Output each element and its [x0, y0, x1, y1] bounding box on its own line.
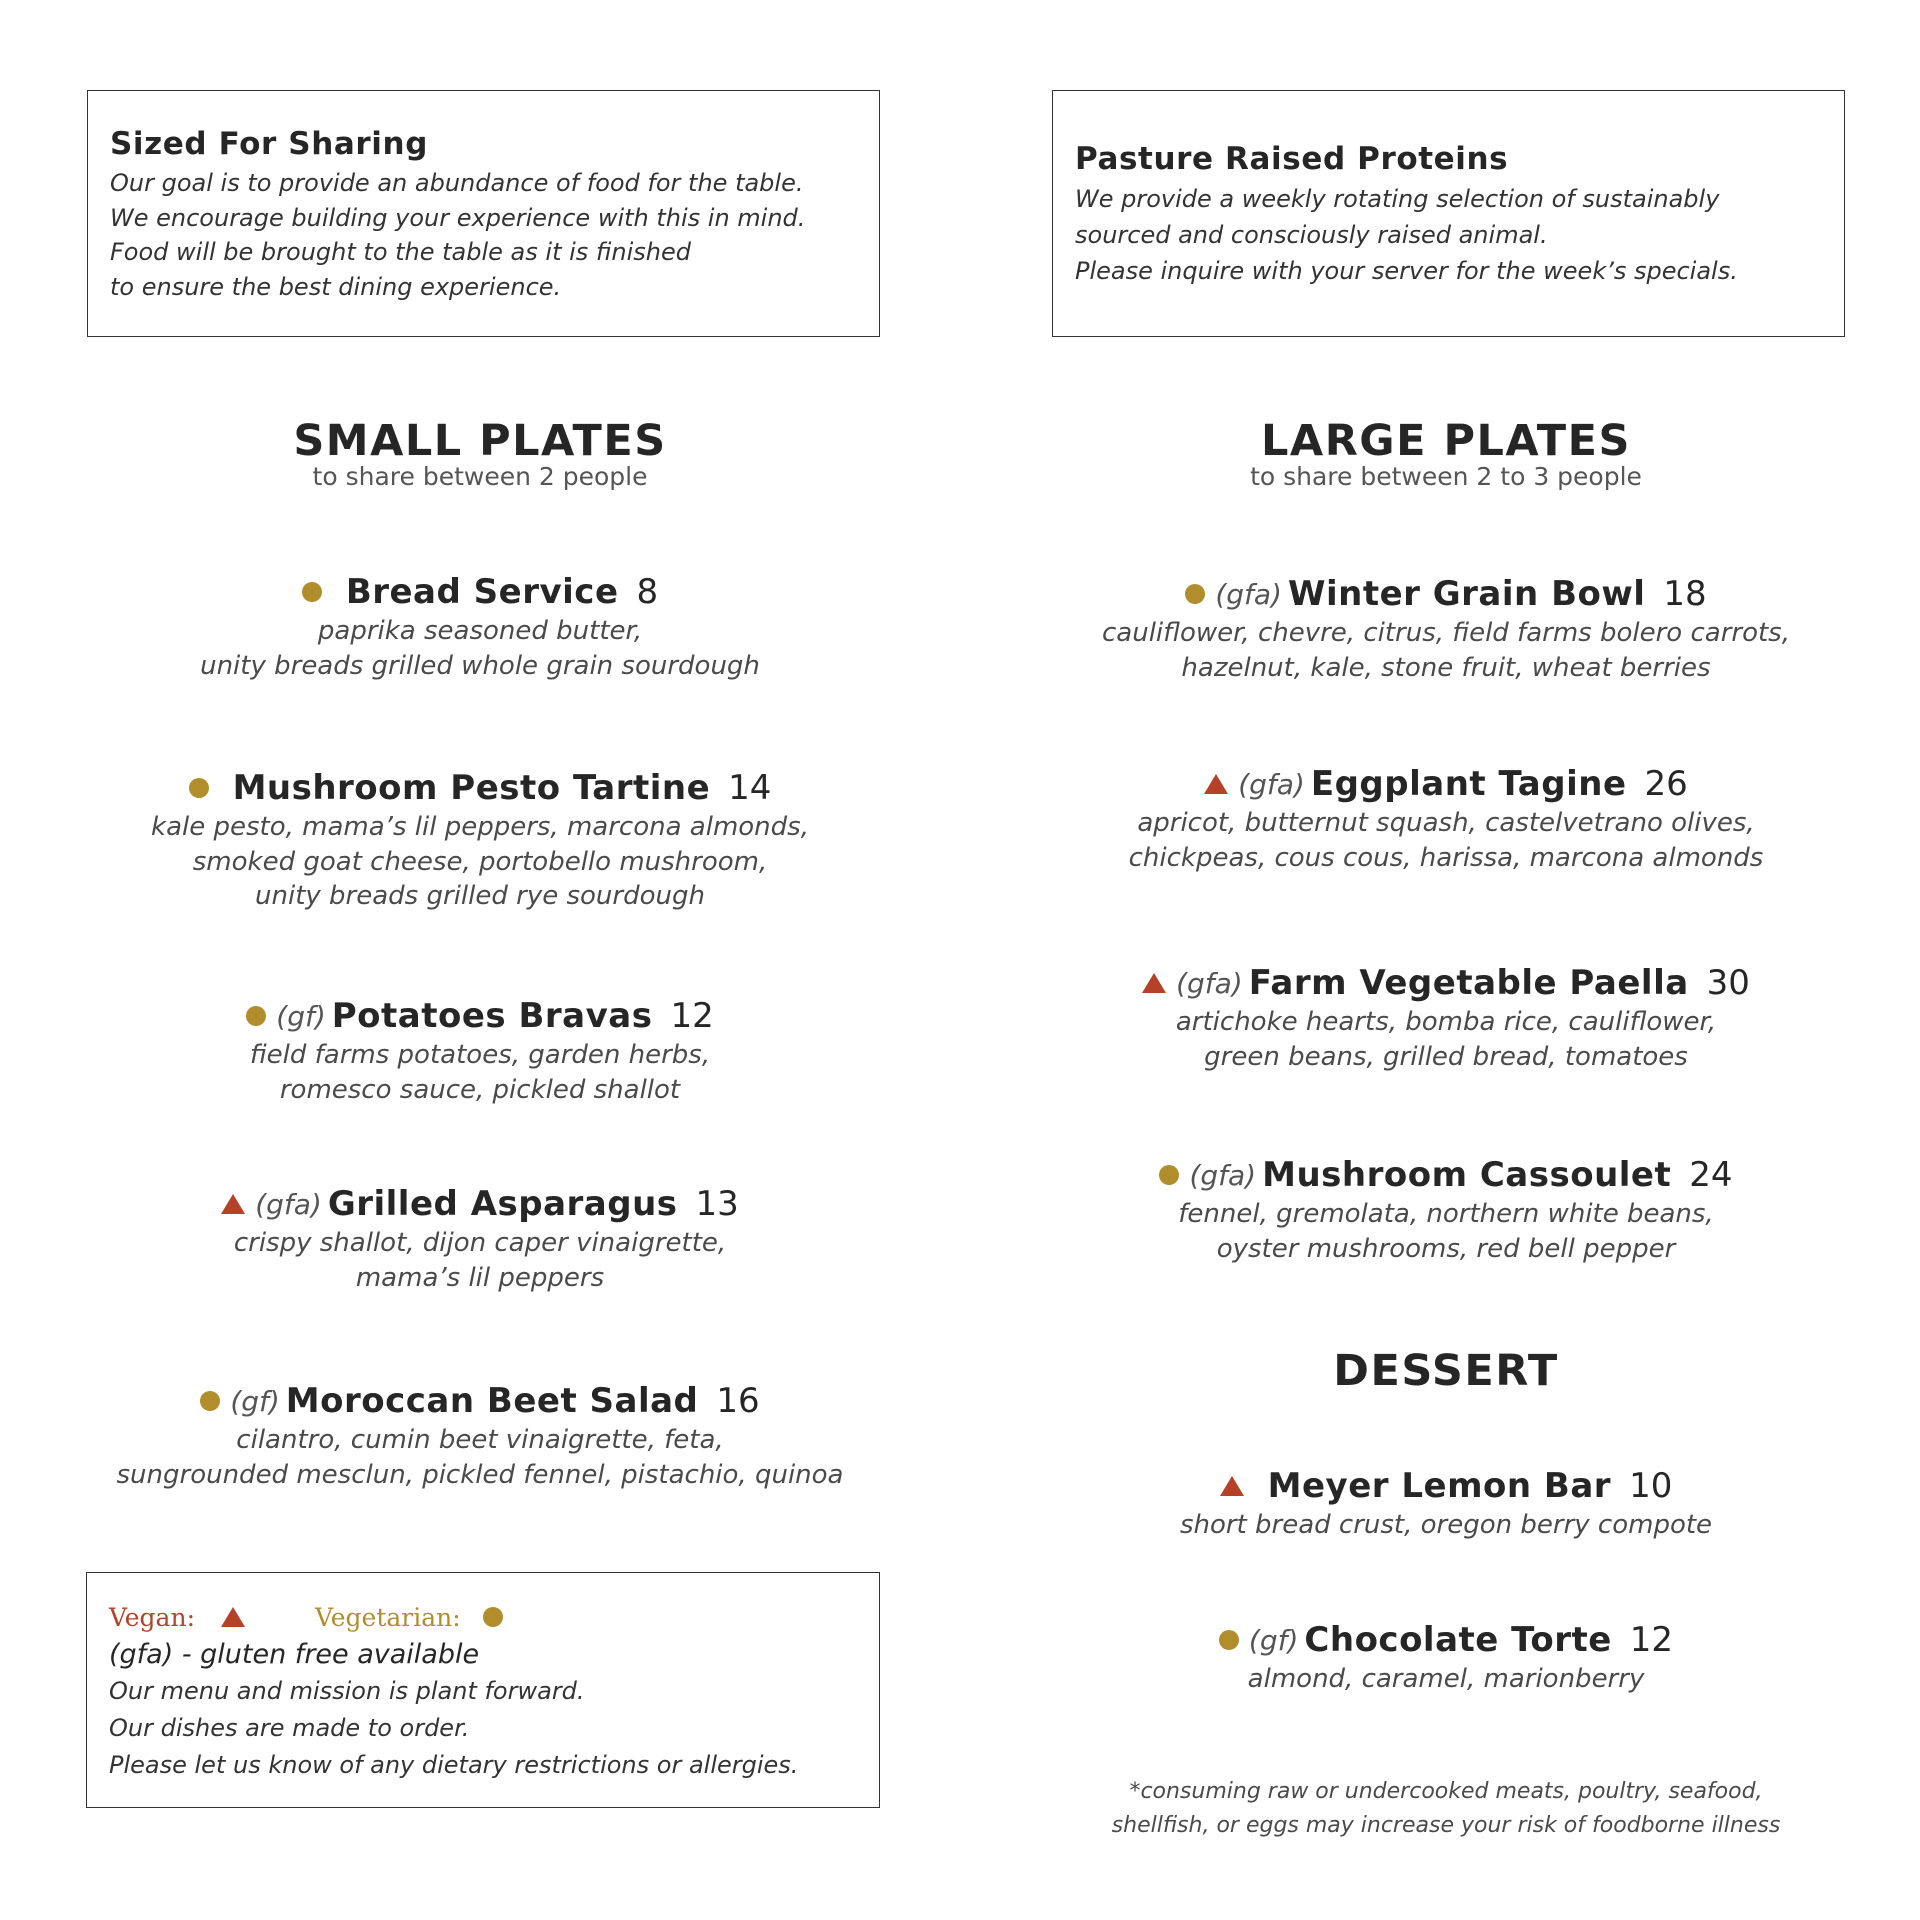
menu-item: [0, 994, 960, 1107]
item-name: Bread Service: [345, 572, 619, 612]
item-price: 10: [1629, 1466, 1673, 1506]
item-name: Eggplant Tagine: [1310, 764, 1627, 804]
item-name: Mushroom Cassoulet: [1262, 1155, 1672, 1195]
menu-item: [0, 1182, 960, 1295]
item-price: 30: [1706, 963, 1750, 1003]
large-plates-section: [966, 0, 1920, 1920]
vegan-marker-icon: [1220, 1476, 1244, 1496]
gluten-free-note: (gfa) - gluten free available: [109, 1639, 480, 1670]
item-name: Mushroom Pesto Tartine: [232, 768, 711, 808]
vegetarian-marker-icon: [200, 1391, 220, 1411]
item-description: green beans, grilled bread, tomatoes: [1204, 1041, 1688, 1072]
menu-item: [0, 1379, 960, 1492]
vegan-marker-icon: [1142, 973, 1166, 993]
item-name: Winter Grain Bowl: [1287, 574, 1646, 614]
legend-line: Please let us know of any dietary restrictions or allergies.: [109, 1751, 799, 1779]
vegetarian-marker-icon: [1159, 1165, 1179, 1185]
sharing-line: Food will be brought to the table as it is finished: [110, 238, 692, 266]
dietary-legend-box: [86, 1572, 880, 1808]
sharing-title: Sized For Sharing: [110, 126, 428, 162]
item-description: kale pesto, mama’s lil peppers, marcona almonds,: [151, 812, 809, 842]
menu-item: [966, 961, 1920, 1074]
item-description: smoked goat cheese, portobello mushroom,: [192, 846, 768, 877]
item-name: Farm Vegetable Paella: [1248, 963, 1689, 1003]
item-gluten-tag: (gf): [1248, 1623, 1299, 1657]
vegetarian-marker-icon: [1185, 584, 1205, 604]
item-description: sungrounded mesclun, pickled fennel, pistachio, quinoa: [116, 1459, 844, 1490]
item-gluten-tag: (gfa): [1215, 577, 1282, 611]
item-description: cauliflower, chevre, citrus, field farms bolero carrots,: [1102, 618, 1790, 648]
legend-vegan-label: Vegan:: [109, 1602, 195, 1632]
small-plates-heading: SMALL PLATES: [293, 416, 667, 466]
item-description: field farms potatoes, garden herbs,: [249, 1040, 711, 1070]
item-description: artichoke hearts, bomba rice, cauliflower,: [1175, 1007, 1717, 1037]
item-name: Moroccan Beet Salad: [285, 1381, 699, 1421]
item-price: 26: [1644, 764, 1688, 804]
menu-item: [0, 766, 960, 914]
food-safety-disclaimer: [966, 1775, 1920, 1843]
item-description: cilantro, cumin beet vinaigrette, feta,: [236, 1425, 724, 1455]
dessert-heading: DESSERT: [1333, 1346, 1559, 1396]
item-description: apricot, butternut squash, castelvetrano olives,: [1137, 808, 1755, 838]
item-name: Meyer Lemon Bar: [1267, 1466, 1612, 1506]
item-description: unity breads grilled whole grain sourdough: [200, 650, 760, 681]
item-gluten-tag: (gfa): [1189, 1158, 1257, 1192]
vegetarian-marker-icon: [1219, 1630, 1239, 1650]
proteins-line: We provide a weekly rotating selection of sustainably: [1075, 185, 1720, 213]
legend-line: Our dishes are made to order.: [109, 1714, 470, 1742]
small-plates-subheading: to share between 2 people: [312, 462, 648, 491]
vegetarian-marker-icon: [246, 1006, 266, 1026]
item-description: oyster mushrooms, red bell pepper: [1216, 1233, 1676, 1264]
item-price: 13: [695, 1184, 739, 1224]
menu-item: [966, 1464, 1920, 1543]
large-plates-heading: LARGE PLATES: [1261, 416, 1631, 466]
menu-item: [966, 572, 1920, 685]
legend-line: Our menu and mission is plant forward.: [109, 1677, 585, 1705]
proteins-line: Please inquire with your server for the week’s specials.: [1075, 257, 1738, 285]
item-gluten-tag: (gfa): [1238, 767, 1305, 801]
item-price: 12: [670, 996, 714, 1036]
item-description: chickpeas, cous cous, harissa, marcona almonds: [1128, 842, 1764, 873]
large-plates-subheading: to share between 2 to 3 people: [1250, 462, 1642, 491]
item-description: short bread crust, oregon berry compote: [1179, 1510, 1713, 1540]
item-name: Chocolate Torte: [1304, 1620, 1612, 1660]
item-price: 24: [1689, 1155, 1733, 1195]
item-description: fennel, gremolata, northern white beans,: [1178, 1199, 1714, 1229]
item-description: romesco sauce, pickled shallot: [279, 1074, 681, 1105]
sharing-line: We encourage building your experience with this in mind.: [110, 203, 806, 232]
item-description: unity breads grilled rye sourdough: [255, 881, 705, 911]
item-price: 12: [1629, 1620, 1674, 1660]
proteins-line: sourced and consciously raised animal.: [1075, 221, 1548, 249]
item-name: Grilled Asparagus: [327, 1184, 678, 1224]
item-description: almond, caramel, marionberry: [1247, 1664, 1645, 1694]
item-gluten-tag: (gfa): [255, 1187, 322, 1221]
sharing-line: Our goal is to provide an abundance of food for the table.: [110, 169, 804, 197]
menu-item: [0, 570, 960, 683]
item-price: 16: [716, 1381, 760, 1421]
item-gluten-tag: (gf): [276, 999, 326, 1033]
vegan-marker-icon: [221, 1194, 245, 1214]
item-gluten-tag: (gf): [230, 1384, 280, 1418]
proteins-title: Pasture Raised Proteins: [1075, 141, 1509, 177]
disclaimer-line: shellfish, or eggs may increase your risk of foodborne illness: [1111, 1813, 1781, 1838]
item-description: mama’s lil peppers: [355, 1262, 605, 1293]
item-name: Potatoes Bravas: [331, 996, 653, 1036]
item-description: crispy shallot, dijon caper vinaigrette,: [233, 1228, 727, 1258]
vegetarian-marker-icon: [302, 582, 322, 602]
legend-key: [109, 1597, 857, 1637]
vegetarian-marker-icon: [483, 1607, 503, 1627]
legend-vegetarian-label: Vegetarian:: [315, 1602, 461, 1632]
menu-item: [966, 762, 1920, 875]
item-price: 18: [1663, 574, 1707, 614]
item-price: 8: [636, 572, 659, 612]
item-description: paprika seasoned butter,: [317, 616, 643, 646]
menu-item: [966, 1618, 1920, 1697]
item-description: hazelnut, kale, stone fruit, wheat berries: [1181, 652, 1711, 683]
disclaimer-line: *consuming raw or undercooked meats, poultry, seafood,: [1129, 1779, 1763, 1804]
vegan-marker-icon: [221, 1607, 245, 1627]
vegan-marker-icon: [1204, 774, 1228, 794]
item-gluten-tag: (gfa): [1176, 966, 1243, 1000]
sharing-line: to ensure the best dining experience.: [110, 272, 562, 301]
item-price: 14: [728, 768, 772, 808]
menu-item: [966, 1153, 1920, 1266]
vegetarian-marker-icon: [189, 778, 209, 798]
